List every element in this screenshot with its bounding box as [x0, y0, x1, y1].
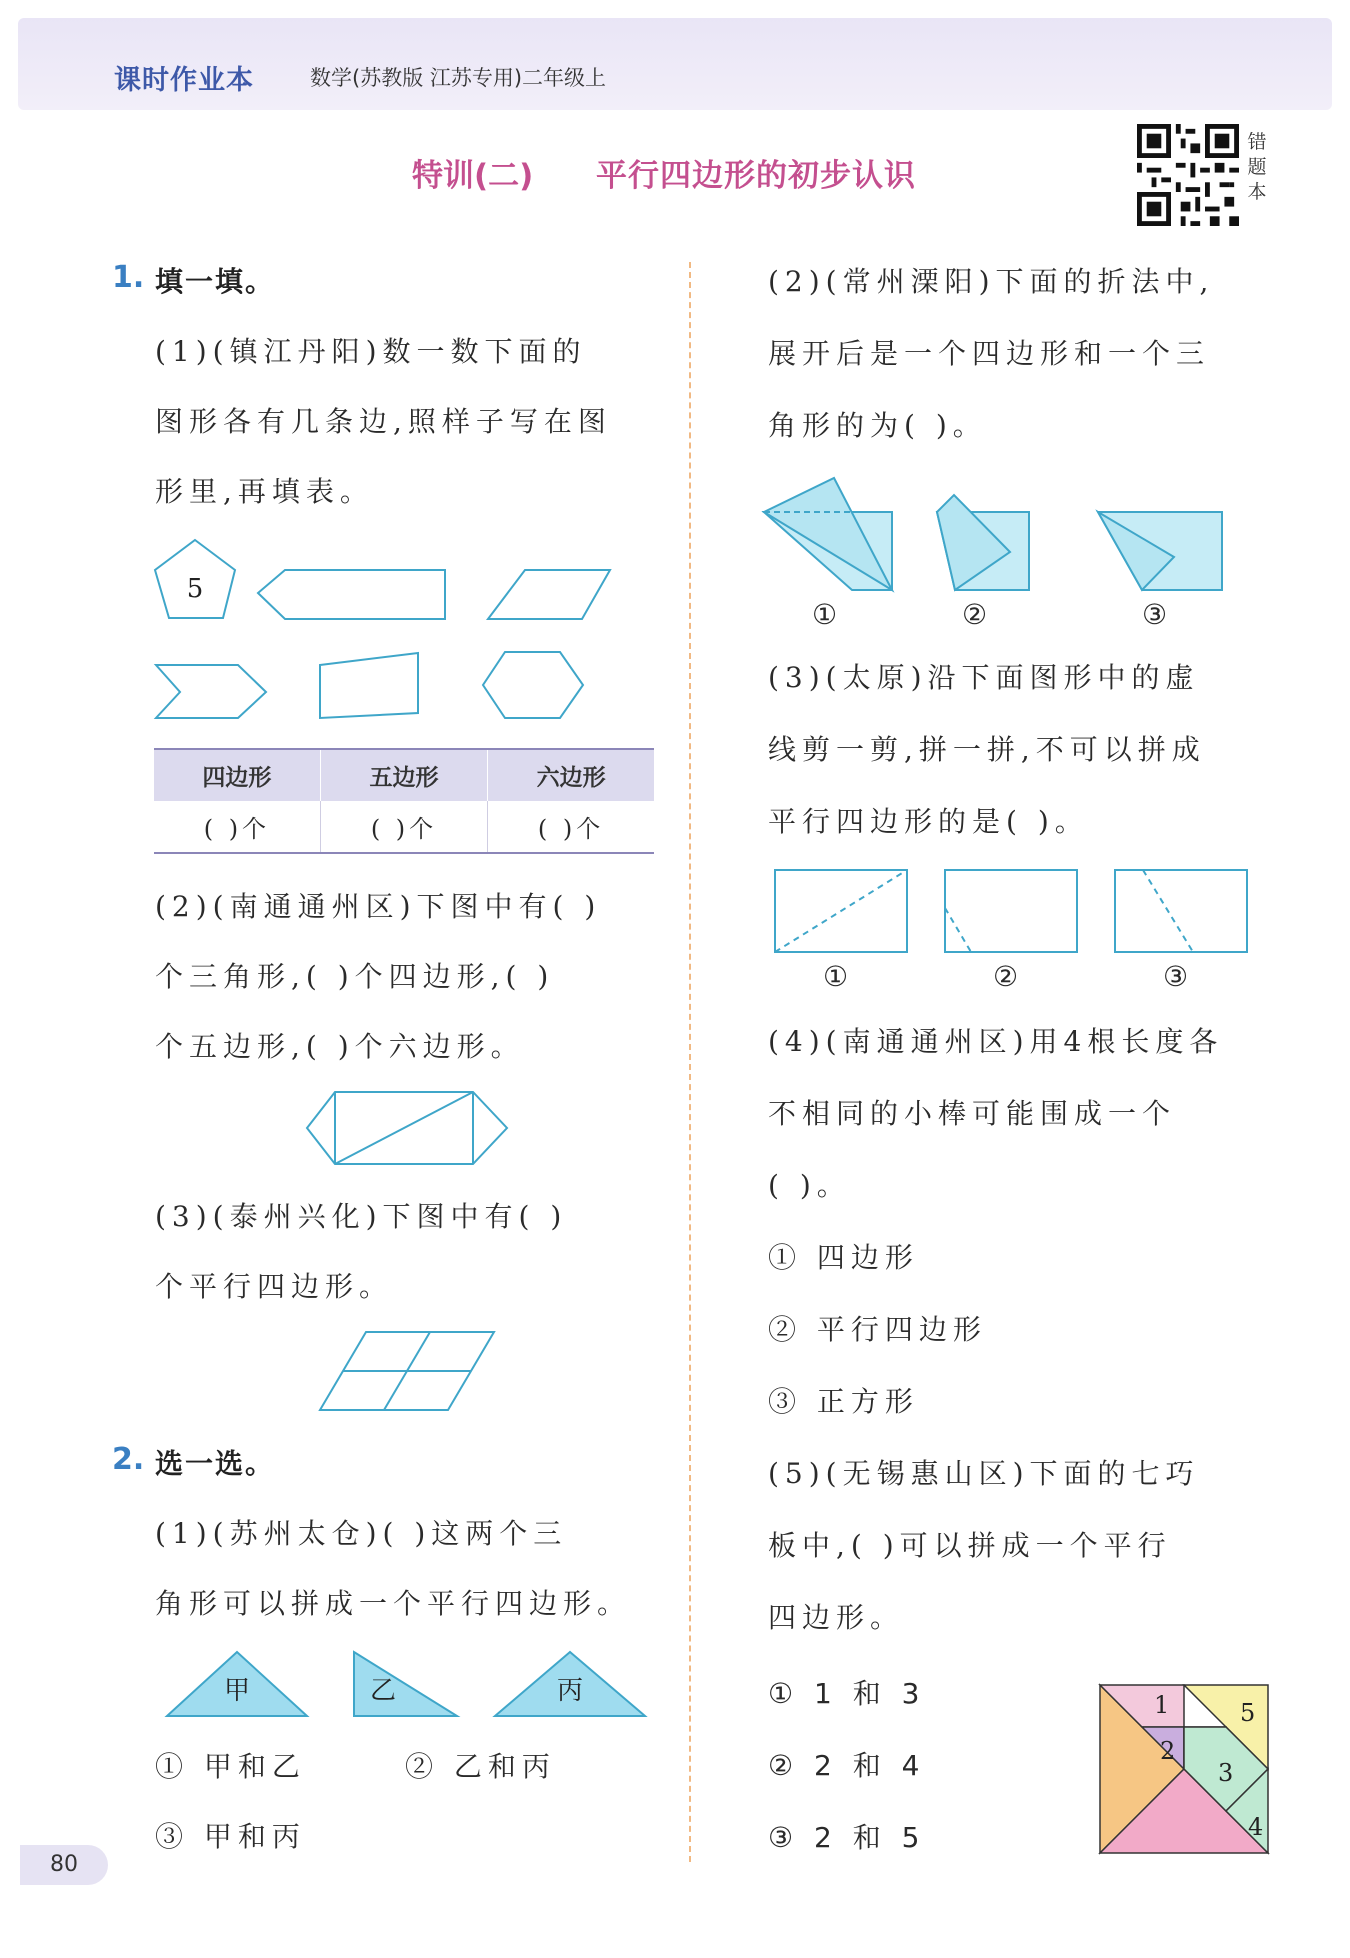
r-q3-line: 线剪一剪,拼一拼,不可以拼成 — [768, 733, 1206, 766]
s1-q2-line: 个三角形,( )个四边形,( ) — [155, 960, 555, 993]
table-header: 四边形 — [154, 749, 320, 801]
s2-option[interactable]: ② 乙和丙 — [405, 1750, 556, 1783]
triangle-label: 乙 — [369, 1676, 397, 1706]
r-q4-line: 不相同的小棒可能围成一个 — [768, 1097, 1177, 1130]
subject-label: 数学(苏教版 江苏专用)二年级上 — [310, 66, 607, 90]
r-q5-option[interactable]: ① 1 和 3 — [768, 1677, 926, 1710]
section-label: 特训(二) — [412, 158, 534, 194]
s2-q1-line: 角形可以拼成一个平行四边形。 — [155, 1587, 632, 1620]
quadrilateral-shape — [320, 653, 418, 718]
r-q4-line: ( )。 — [768, 1169, 851, 1202]
r-q4-option[interactable]: ② 平行四边形 — [768, 1313, 987, 1346]
tangram-label: 3 — [1218, 1759, 1234, 1787]
pentagon-label: 5 — [186, 574, 204, 604]
s2-option[interactable]: ③ 甲和丙 — [155, 1820, 306, 1853]
r-q2-line: 展开后是一个四边形和一个三 — [768, 337, 1211, 370]
r-q5-option[interactable]: ② 2 和 4 — [768, 1749, 926, 1782]
page-number: 80 — [20, 1845, 108, 1885]
table-header: 五边形 — [320, 749, 487, 801]
r-q5-option[interactable]: ③ 2 和 5 — [768, 1821, 926, 1854]
s1-q3-line: 个平行四边形。 — [155, 1270, 394, 1303]
tangram-figure — [1100, 1685, 1270, 1855]
triangle-label: 丙 — [556, 1676, 584, 1706]
r-q4-line: (4)(南通通州区)用4根长度各 — [768, 1025, 1224, 1058]
r-q3-line: (3)(太原)沿下面图形中的虚 — [768, 661, 1200, 694]
tangram-label: 2 — [1160, 1737, 1176, 1765]
parallelogram-shape — [488, 570, 610, 619]
triangle-label: 甲 — [223, 1676, 251, 1706]
fold-figures — [762, 475, 1232, 595]
s1-q1-line: 形里,再填表。 — [155, 475, 374, 508]
column-divider — [689, 262, 691, 1862]
hexagon-shape — [483, 652, 583, 718]
cut-rectangles-figure — [773, 868, 1253, 954]
r-q5-line: 四边形。 — [768, 1601, 905, 1634]
r-q3-line: 平行四边形的是( )。 — [768, 805, 1089, 838]
tangram-label: 4 — [1248, 1813, 1264, 1841]
s1-q2-line: 个五边形,( )个六边形。 — [155, 1030, 525, 1063]
r-q4-option[interactable]: ① 四边形 — [768, 1241, 919, 1274]
r-q5-line: 板中,( )可以拼成一个平行 — [768, 1529, 1172, 1562]
triangle-options-figure — [165, 1650, 655, 1720]
table-cell[interactable]: ( )个 — [320, 801, 487, 853]
tangram-label: 5 — [1240, 1699, 1256, 1727]
brand-title: 课时作业本 — [114, 65, 254, 96]
r-q4-option[interactable]: ③ 正方形 — [768, 1385, 919, 1418]
page-title: 平行四边形的初步认识 — [596, 158, 916, 194]
s1-q3-line: (3)(泰州兴化)下图中有( ) — [155, 1200, 568, 1233]
s1-q1-line: (1)(镇江丹阳)数一数下面的 — [155, 335, 587, 368]
r-q2-num: ② — [962, 598, 994, 631]
section-1-title: 填一填。 — [155, 265, 276, 298]
s1-q2-line: (2)(南通通州区)下图中有( ) — [155, 890, 602, 923]
r-q3-num: ① — [823, 960, 855, 993]
r-q2-line: 角形的为( )。 — [768, 409, 987, 442]
r-q3-num: ② — [993, 960, 1025, 993]
polygon-shapes — [150, 535, 650, 725]
table-header: 六边形 — [488, 749, 654, 801]
composite-hexagon-figure — [305, 1090, 515, 1170]
sides-table — [154, 748, 654, 854]
r-q5-line: (5)(无锡惠山区)下面的七巧 — [768, 1457, 1200, 1490]
s2-q1-line: (1)(苏州太仓)( )这两个三 — [155, 1517, 568, 1550]
section-2-title: 选一选。 — [155, 1447, 276, 1480]
qr-code-icon[interactable] — [1137, 124, 1239, 226]
r-q3-num: ③ — [1163, 960, 1195, 993]
tangram-label: 1 — [1154, 1691, 1170, 1719]
section-2-number: 2. — [112, 1442, 145, 1477]
section-1-number: 1. — [112, 260, 145, 295]
r-q2-num: ③ — [1142, 598, 1174, 631]
r-q2-num: ① — [812, 598, 844, 631]
s1-q1-line: 图形各有几条边,照样子写在图 — [155, 405, 612, 438]
table-cell[interactable]: ( )个 — [488, 801, 654, 853]
hexagon-arrow-shape — [258, 570, 445, 619]
qr-label: 错 题 本 — [1247, 131, 1267, 203]
r-q2-line: (2)(常州溧阳)下面的折法中, — [768, 265, 1215, 298]
table-cell[interactable]: ( )个 — [154, 801, 320, 853]
chevron-shape — [156, 665, 266, 718]
s2-option[interactable]: ① 甲和乙 — [155, 1750, 306, 1783]
parallelogram-grid-figure — [318, 1330, 498, 1412]
